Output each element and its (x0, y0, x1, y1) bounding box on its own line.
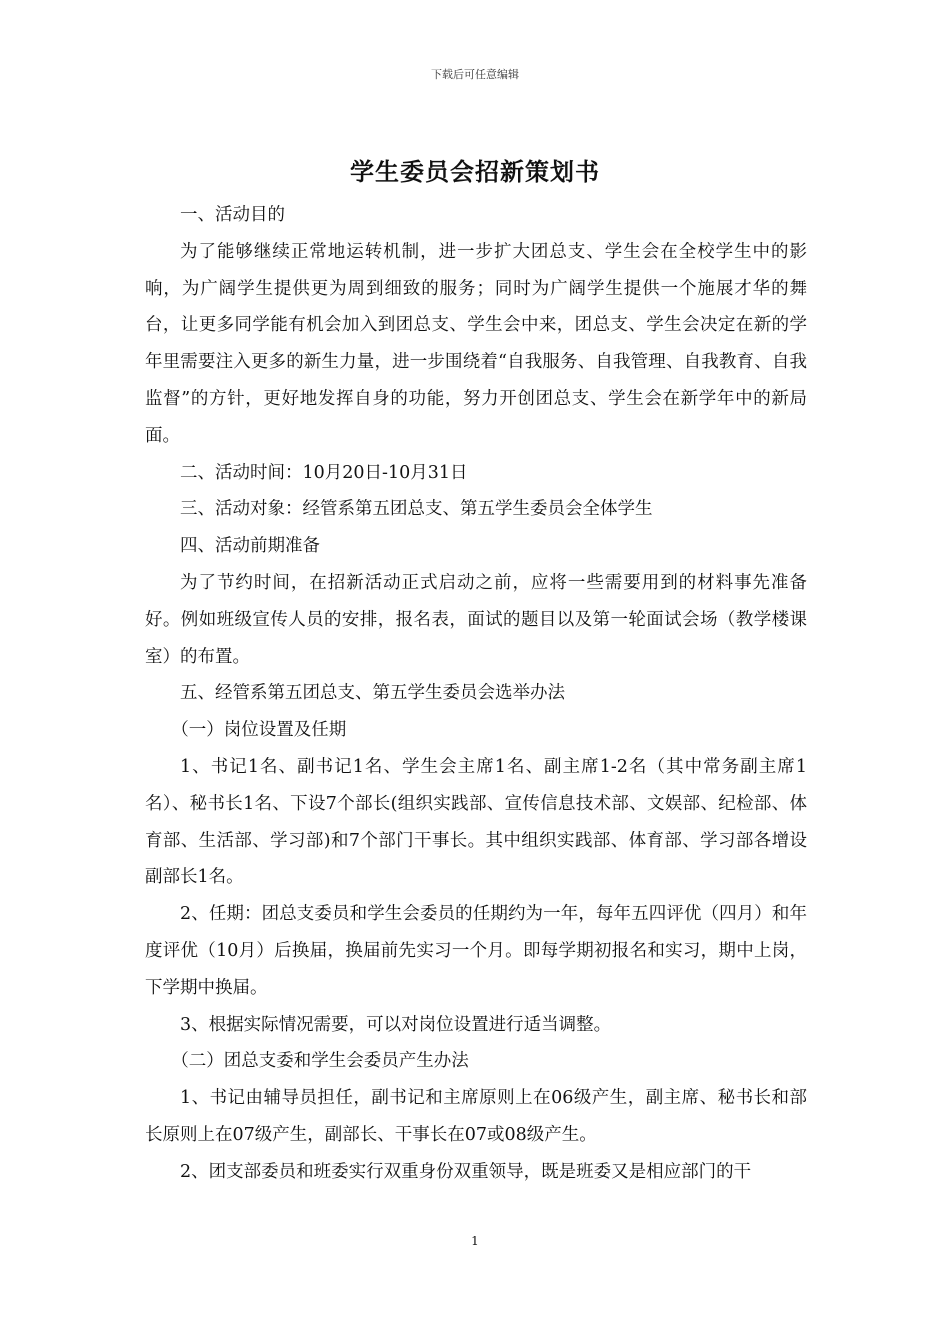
document-body (145, 197, 807, 1191)
paragraph: 为了能够继续正常地运转机制，进一步扩大团总支、学生会在全校学生中的影响，为广阔学生提供更为周到细致的服务；同时为广阔学生提供一个施展才华的舞台，让更多同学能有机会加入到团总支、学生会中来，团总支、学生会决定在新的学年里需要注入更多的新生力量，进一步围绕着“自我服务、自我管理、自我教育、自我监督”的方针，更好地发挥自身的功能，努力开创团总支、学生会在新学年中的新局面。 (145, 241, 807, 446)
section-heading: 三、活动对象：经管系第五团总支、第五学生委员会全体学生 (180, 499, 653, 520)
page-number: 1 (471, 1234, 479, 1248)
section-heading: 五、经管系第五团总支、第五学生委员会选举办法 (180, 683, 565, 704)
section-heading: 一、活动目的 (180, 205, 285, 225)
subsection-heading: （二）团总支委和学生会委员产生办法 (171, 1051, 469, 1072)
paragraph: 为了节约时间，在招新活动正式启动之前，应将一些需要用到的材料事先准备好。例如班级宣传人员的安排，报名表，面试的题目以及第一轮面试会场（教学楼课室）的布置。 (145, 572, 807, 667)
section-heading: 四、活动前期准备 (180, 536, 320, 557)
section-heading: 二、活动时间：10月20日-10月31日 (180, 462, 468, 483)
document-title: 学生委员会招新策划书 (350, 157, 600, 186)
paragraph: 2、任期：团总支委员和学生会委员的任期约为一年，每年五四评优（四月）和年度评优（10月）后换届，换届前先实习一个月。即每学期初报名和实习，期中上岗，下学期中换届。 (145, 904, 807, 998)
subsection-heading: （一）岗位设置及任期 (171, 720, 347, 741)
paragraph: 1、书记1名、副书记1名、学生会主席1名、副主席1-2名（其中常务副主席1名）、秘书长1名、下设7个部长(组织实践部、宣传信息技术部、文娱部、纪检部、体育部、生活部、学习部)和7个部门干事长。其中组织实践部、体育部、学习部各增设副部长1名。 (145, 756, 807, 888)
page-header-note: 下载后可任意编辑 (431, 68, 519, 81)
paragraph: 2、团支部委员和班委实行双重身份双重领导，既是班委又是相应部门的干 (180, 1161, 752, 1182)
paragraph: 1、书记由辅导员担任，副书记和主席原则上在06级产生，副主席、秘书长和部长原则上在07级产生，副部长、干事长在07或08级产生。 (145, 1088, 807, 1145)
paragraph: 3、根据实际情况需要，可以对岗位设置进行适当调整。 (180, 1014, 612, 1035)
